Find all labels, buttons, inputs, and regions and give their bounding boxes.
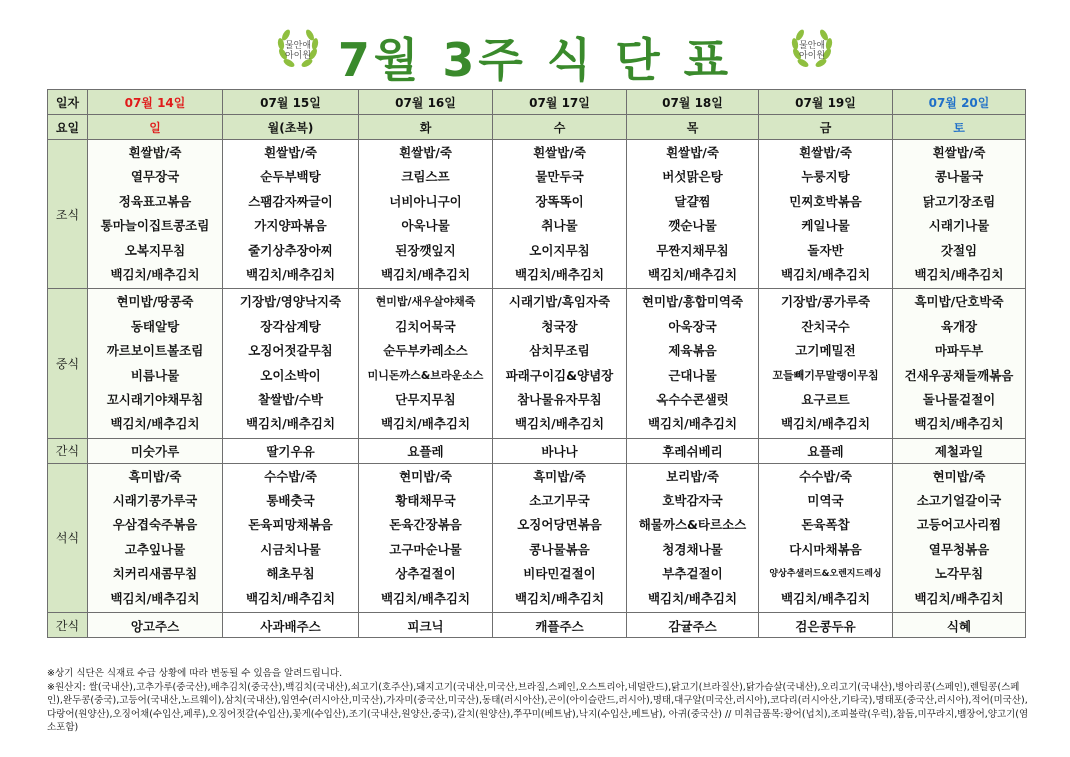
lunch-day-cell <box>759 289 893 438</box>
dish-item: 꼬시래기야채무침 <box>106 391 204 407</box>
dish-item: 양상추샐러드&오렌지드레싱 <box>769 569 882 580</box>
dish-item: 백김치/배추김치 <box>647 416 738 432</box>
dish-item: 비름나물 <box>130 367 180 383</box>
dish-item: 돈육폭찹 <box>801 517 850 533</box>
dish-item: 백김치/배추김치 <box>914 416 1004 432</box>
weekday-cell: 화 <box>359 115 493 140</box>
dish-item: 까르보이트볼조림 <box>106 343 204 359</box>
dish-item: 수수밥/죽 <box>264 468 317 484</box>
dish-item: 흑미밥/죽 <box>128 468 182 484</box>
dish-item: 현미밥/땅콩죽 <box>116 294 194 310</box>
dish-item: 가지양파볶음 <box>254 218 327 234</box>
dish-item: 백김치/배추김치 <box>647 266 738 282</box>
dish-item: 돌자반 <box>807 242 844 258</box>
meal-plan-table <box>47 89 1026 638</box>
dish-item: 닭고기장조림 <box>922 193 996 209</box>
dish-item: 오복지무침 <box>124 242 186 258</box>
snack-day-cell <box>359 613 493 638</box>
dish-item: 제육볶음 <box>668 343 717 359</box>
dish-item: 돌나물겉절이 <box>922 391 996 407</box>
dish-item: 백김치/배추김치 <box>914 590 1004 606</box>
date-cell: 07월 19일 <box>759 90 893 115</box>
footnotes <box>47 667 1032 735</box>
dish-item: 현미밥/죽 <box>399 468 452 484</box>
header <box>0 18 1070 87</box>
dish-item: 소고기무국 <box>529 493 590 509</box>
dish-item: 백김치/배추김치 <box>514 266 605 282</box>
dish-item: 미역국 <box>807 493 844 509</box>
dish-item: 흰쌀밥/죽 <box>932 145 986 160</box>
breakfast-day-cell <box>359 140 493 289</box>
dish-item: 흰쌀밥/죽 <box>128 145 182 160</box>
dish-item: 흰쌀밥/죽 <box>533 145 586 160</box>
dish-item: 너비아니구이 <box>389 193 462 209</box>
dish-item: 육개장 <box>940 318 978 334</box>
breakfast-day-cell <box>88 140 223 289</box>
dish-item: 잔치국수 <box>801 318 850 334</box>
breakfast-label: 조식 <box>48 140 88 289</box>
dish-item: 백김치/배추김치 <box>110 590 200 606</box>
dish-item: 꼬들빼기무말랭이무침 <box>772 368 879 382</box>
breakfast-day-cell <box>493 140 627 289</box>
snack-item: 감귤주스 <box>668 618 717 634</box>
dish-item: 시래기나물 <box>928 218 990 234</box>
wreath-logo-icon <box>787 24 837 74</box>
dish-item: 현미밥/흥합미역죽 <box>641 294 744 310</box>
snack-item: 요플레 <box>407 444 444 460</box>
dish-item: 근대나물 <box>668 367 717 383</box>
snack-row <box>48 613 1026 638</box>
dinner-row <box>48 463 1026 612</box>
dish-item: 고기메밀전 <box>795 343 856 359</box>
lunch-row <box>48 289 1026 438</box>
snack-item: 미숫가루 <box>130 444 180 460</box>
dish-item: 크림스프 <box>401 169 450 185</box>
dish-item: 백김치/배추김치 <box>914 266 1004 282</box>
dish-item: 오이지무침 <box>529 242 590 258</box>
weekday-label: 요일 <box>48 115 88 140</box>
snack-item: 바나나 <box>541 444 578 460</box>
dish-item: 백김치/배추김치 <box>514 416 605 432</box>
snack-day-cell <box>359 438 493 463</box>
dish-item: 백김치/배추김치 <box>380 590 471 606</box>
dish-item: 김치어묵국 <box>395 318 456 334</box>
lunch-day-cell <box>627 289 759 438</box>
dish-item: 아욱나물 <box>401 218 450 234</box>
date-label: 일자 <box>48 90 88 115</box>
dish-item: 파래구이김&양념장 <box>505 367 614 383</box>
snack-item: 식혜 <box>946 618 972 634</box>
snack-day-cell <box>493 438 627 463</box>
snack-day-cell <box>88 613 223 638</box>
dish-item: 단무지무침 <box>395 391 456 407</box>
dish-item: 해초무침 <box>266 566 315 582</box>
lunch-day-cell <box>893 289 1026 438</box>
page-title: 7월 3주 식 단 표 <box>337 33 733 87</box>
dish-item: 비타민겉절이 <box>523 566 596 582</box>
snack-item: 제철과일 <box>934 444 984 460</box>
dish-item: 백김치/배추김치 <box>380 266 471 282</box>
weekday-cell: 토 <box>893 115 1026 140</box>
weekday-cell: 금 <box>759 115 893 140</box>
dish-item: 기장밥/콩가루죽 <box>780 294 871 310</box>
dinner-day-cell <box>759 463 893 612</box>
dish-item: 오징어젓갈무침 <box>248 343 333 359</box>
date-row <box>48 90 1026 115</box>
snack-label: 간식 <box>48 613 88 638</box>
dish-item: 백김치/배추김치 <box>110 416 200 432</box>
dish-item: 정육표고볶음 <box>118 193 192 209</box>
dish-item: 통배춧국 <box>266 493 315 509</box>
snack-item: 후레쉬베리 <box>662 444 723 460</box>
dish-item: 장똑똑이 <box>535 193 584 209</box>
breakfast-day-cell <box>627 140 759 289</box>
dinner-day-cell <box>88 463 223 612</box>
dish-item: 현미밥/죽 <box>932 468 986 484</box>
dish-item: 치커리새콤무침 <box>112 566 198 582</box>
dish-item: 백김치/배추김치 <box>110 266 200 282</box>
dish-item: 마파두부 <box>934 343 984 359</box>
snack-day-cell <box>223 438 359 463</box>
snack-item: 사과배주스 <box>260 618 321 634</box>
dinner-day-cell <box>493 463 627 612</box>
dish-item: 누룽지탕 <box>801 169 850 185</box>
dish-item: 취나물 <box>541 218 578 234</box>
dish-item: 줄기상추장아찌 <box>248 242 333 258</box>
dish-item: 오징어당면볶음 <box>517 517 602 533</box>
dish-item: 순두부백탕 <box>260 169 321 185</box>
dish-item: 소고기얼갈이국 <box>916 493 1002 509</box>
breakfast-day-cell <box>223 140 359 289</box>
dish-item: 오이소박이 <box>260 367 321 383</box>
dish-item: 백김치/배추김치 <box>780 590 871 606</box>
dish-item: 노각무침 <box>934 566 984 582</box>
breakfast-day-cell <box>759 140 893 289</box>
lunch-day-cell <box>88 289 223 438</box>
dish-item: 장각삼계탕 <box>260 318 321 334</box>
dish-item: 청경채나물 <box>662 541 723 557</box>
date-cell: 07월 17일 <box>493 90 627 115</box>
snack-day-cell <box>893 613 1026 638</box>
dish-item: 백김치/배추김치 <box>647 590 738 606</box>
dish-item: 건새우공채들깨볶음 <box>904 367 1014 383</box>
dish-item: 열무장국 <box>130 169 180 185</box>
dish-item: 참나물유자무침 <box>517 391 602 407</box>
snack-day-cell <box>627 613 759 638</box>
dish-item: 흰쌀밥/죽 <box>799 145 852 160</box>
dish-item: 된장깻잎지 <box>395 242 456 258</box>
snack-day-cell <box>759 438 893 463</box>
footnote-disclaimer: ※상기 식단은 식재료 수급 상황에 따라 변동될 수 있음을 알려드립니다. <box>47 668 343 679</box>
snack-item: 앙고주스 <box>130 618 180 634</box>
snack-row <box>48 438 1026 463</box>
lunch-day-cell <box>223 289 359 438</box>
dish-item: 백김치/배추김치 <box>245 266 336 282</box>
dish-item: 요구르트 <box>801 391 850 407</box>
footnote-origin: ※원산지: 쌀(국내산),고추가루(중국산),배추김치(중국산),백김치(국내산),쇠고기(호주산),돼지고기(국내산,미국산,브라질,스페인,오스트리아,네덜란드),닭고기(브라질산),닭가슴살(국내산),오리고기(국내산),병아리콩(스페인),렌틸콩(스페인),완두콩(중국),고등어(국내산,노르웨이),삼치(국내산),임연수(러시아산,미국산),가자미(중국산,미국산),동태(러시아산),곤이(아이슬란드,러시아),명태,대구알(미국산,러시아),코다리(러시아산,기타국),명태포(중국산,러시아),적어(미국산),다랑어(원양산),오징어채(수입산,페루),오징어젓갈(수입산),꽃게(수입산),조기(국내산,원양산,중국),갈치(원양산),쭈꾸미(베트남),낙지(수입산,베트남), 아귀(중국산) // 미취급품목:광어(넙치),조피볼락(우럭),참돔,미꾸라지,뱀장어,양고기(염소포함) <box>47 681 1029 733</box>
dish-item: 순두부카레소스 <box>383 343 468 359</box>
snack-day-cell <box>223 613 359 638</box>
dish-item: 시래기콩가루국 <box>112 493 198 509</box>
weekday-cell: 월(초복) <box>223 115 359 140</box>
dish-item: 청국장 <box>541 318 578 334</box>
dish-item: 보리밥/죽 <box>666 468 719 484</box>
breakfast-row <box>48 140 1026 289</box>
dish-item: 백김치/배추김치 <box>780 266 871 282</box>
snack-day-cell <box>759 613 893 638</box>
dish-item: 미니돈까스&브라운소스 <box>367 368 484 382</box>
svg-text:물안애: 물안애 <box>798 41 826 51</box>
breakfast-day-cell <box>893 140 1026 289</box>
dish-item: 동태알탕 <box>130 318 180 334</box>
dish-item: 흰쌀밥/죽 <box>264 145 317 160</box>
dish-item: 흰쌀밥/죽 <box>666 145 719 160</box>
lunch-label: 중식 <box>48 289 88 438</box>
dish-item: 고등어고사리찜 <box>916 517 1002 533</box>
weekday-row <box>48 115 1026 140</box>
dish-item: 콩나물국 <box>934 169 984 185</box>
dinner-label: 석식 <box>48 463 88 612</box>
lunch-day-cell <box>493 289 627 438</box>
dish-item: 통마늘이집트콩조림 <box>100 218 210 234</box>
dish-item: 고추잎나물 <box>124 541 186 557</box>
dish-item: 콩나물볶음 <box>529 541 590 557</box>
weekday-cell: 목 <box>627 115 759 140</box>
date-cell: 07월 16일 <box>359 90 493 115</box>
snack-day-cell <box>893 438 1026 463</box>
snack-label: 간식 <box>48 438 88 463</box>
dish-item: 무짠지채무침 <box>656 242 729 258</box>
dish-item: 돈육피망채볶음 <box>248 517 333 533</box>
dinner-day-cell <box>893 463 1026 612</box>
dish-item: 백김치/배추김치 <box>780 416 871 432</box>
dish-item: 시금치나물 <box>260 541 321 557</box>
snack-item: 요플레 <box>807 444 844 460</box>
lunch-day-cell <box>359 289 493 438</box>
dinner-day-cell <box>223 463 359 612</box>
dish-item: 찰쌀밥/수박 <box>258 391 323 407</box>
dish-item: 수수밥/죽 <box>799 468 852 484</box>
snack-day-cell <box>627 438 759 463</box>
dish-item: 황태채무국 <box>395 493 456 509</box>
dish-item: 삼치무조림 <box>529 343 590 359</box>
dish-item: 스팸감자짜글이 <box>248 193 333 209</box>
dish-item: 흰쌀밥/죽 <box>399 145 452 160</box>
dish-item: 흑미밥/단호박죽 <box>914 294 1004 310</box>
dish-item: 갓절임 <box>940 242 978 258</box>
dish-item: 현미밥/새우살야채죽 <box>375 295 476 309</box>
dish-item: 아욱장국 <box>668 318 717 334</box>
dish-item: 흑미밥/죽 <box>533 468 586 484</box>
snack-item: 검은콩두유 <box>795 618 856 634</box>
dish-item: 해물까스&타르소스 <box>638 517 747 533</box>
dish-item: 상추겉절이 <box>395 566 456 582</box>
svg-text:아이원: 아이원 <box>284 51 312 61</box>
dish-item: 버섯맑은탕 <box>662 169 723 185</box>
dish-item: 백김치/배추김치 <box>245 590 336 606</box>
snack-item: 캐플주스 <box>535 618 584 634</box>
dish-item: 옥수수콘샐럿 <box>656 391 729 407</box>
dish-item: 돈육간장볶음 <box>389 517 462 533</box>
dish-item: 물만두국 <box>535 169 584 185</box>
dinner-day-cell <box>627 463 759 612</box>
weekday-cell: 일 <box>88 115 223 140</box>
dish-item: 케일나물 <box>801 218 850 234</box>
dish-item: 백김치/배추김치 <box>245 416 336 432</box>
dish-item: 민찌호박볶음 <box>789 193 862 209</box>
dish-item: 열무청볶음 <box>928 541 990 557</box>
dinner-day-cell <box>359 463 493 612</box>
dish-item: 우삼겹숙주볶음 <box>112 517 198 533</box>
dish-item: 호박감자국 <box>662 493 723 509</box>
date-cell: 07월 18일 <box>627 90 759 115</box>
dish-item: 부추겉절이 <box>662 566 723 582</box>
dish-item: 백김치/배추김치 <box>514 590 605 606</box>
svg-text:아이원: 아이원 <box>798 51 826 61</box>
svg-text:물안애: 물안애 <box>284 41 312 51</box>
dish-item: 기장밥/영양낙지죽 <box>239 294 342 310</box>
weekday-cell: 수 <box>493 115 627 140</box>
date-cell: 07월 20일 <box>893 90 1026 115</box>
snack-item: 피크닉 <box>407 618 444 634</box>
dish-item: 고구마순나물 <box>389 541 462 557</box>
snack-item: 딸기우유 <box>266 444 315 460</box>
dish-item: 다시마채볶음 <box>789 541 862 557</box>
dish-item: 시래기밥/흑임자죽 <box>508 294 611 310</box>
snack-day-cell <box>493 613 627 638</box>
dish-item: 백김치/배추김치 <box>380 416 471 432</box>
date-cell: 07월 14일 <box>88 90 223 115</box>
snack-day-cell <box>88 438 223 463</box>
dish-item: 달걀찜 <box>674 193 711 209</box>
dish-item: 깻순나물 <box>668 218 717 234</box>
date-cell: 07월 15일 <box>223 90 359 115</box>
